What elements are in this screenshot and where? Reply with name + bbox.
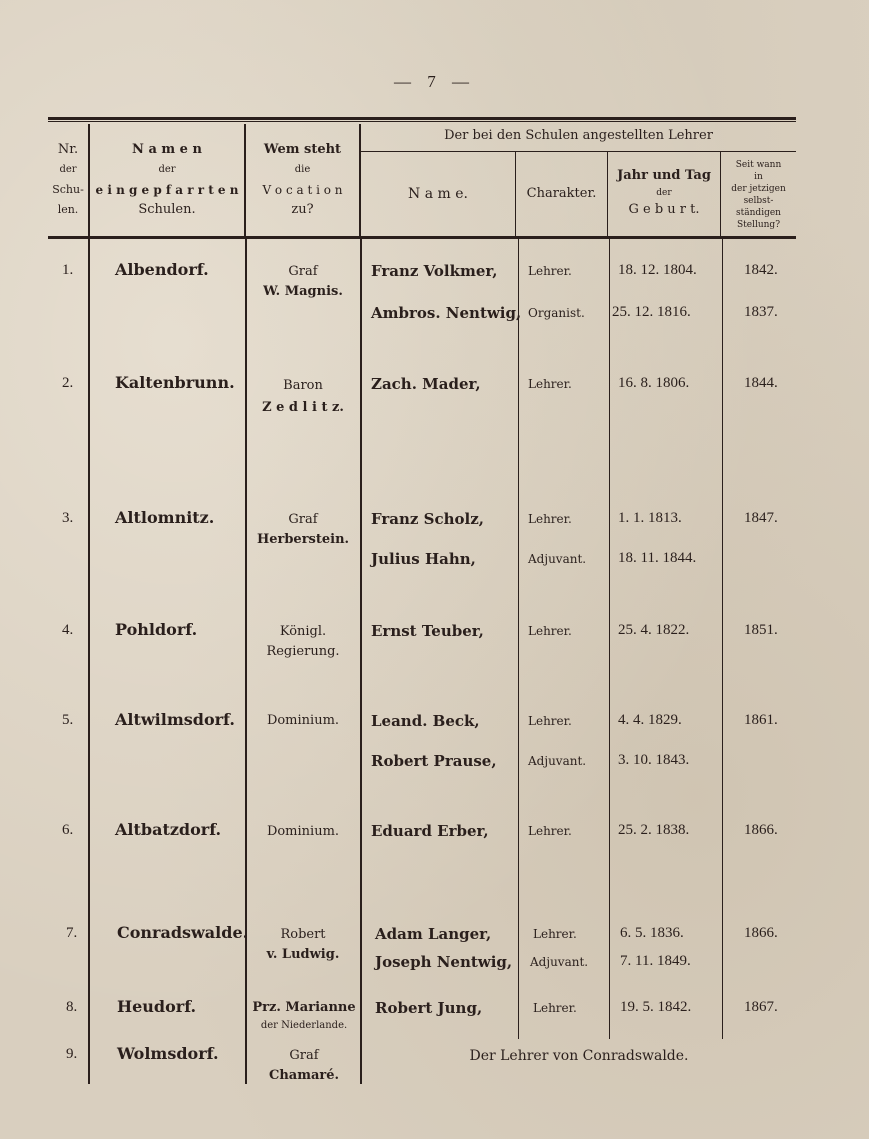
header-schools-line: e i n g e p f a r r t e n xyxy=(95,183,239,197)
row-vocation-line: der Niederlande. xyxy=(260,1020,348,1031)
teacher-birth: 3. 10. 1843. xyxy=(618,752,690,768)
teacher-charakter: Lehrer. xyxy=(528,264,572,278)
header-schools xyxy=(90,140,244,220)
column-divider xyxy=(722,239,723,1039)
teacher-name: Joseph Nentwig, xyxy=(375,953,513,971)
teacher-charakter: Adjuvant. xyxy=(530,955,589,969)
column-divider xyxy=(360,239,362,1084)
teacher-birth: 6. 5. 1836. xyxy=(620,925,684,941)
row-vocation-line: Regierung. xyxy=(266,644,340,659)
row-school: Altlomnitz. xyxy=(115,508,215,527)
teacher-since: 1861. xyxy=(744,712,778,728)
teacher-charakter: Adjuvant. xyxy=(528,754,587,768)
row-vocation-line: Königl. xyxy=(279,624,327,639)
row-vocation-line: Prz. Marianne xyxy=(252,1000,356,1015)
teacher-birth: 25. 2. 1838. xyxy=(618,822,690,838)
header-birth-line: der xyxy=(656,188,672,198)
teacher-name: Zach. Mader, xyxy=(371,375,481,393)
teacher-charakter: Lehrer. xyxy=(533,1001,577,1015)
row-nr: 2. xyxy=(62,375,74,391)
teacher-name: Julius Hahn, xyxy=(371,550,476,568)
row-nr: 6. xyxy=(62,822,74,838)
teacher-birth: 7. 11. 1849. xyxy=(620,953,691,969)
teacher-charakter: Lehrer. xyxy=(528,512,572,526)
header-nr-line: der xyxy=(59,164,77,175)
row-nr: 4. xyxy=(62,622,74,638)
row-vocation xyxy=(246,1046,362,1086)
teacher-name: Adam Langer, xyxy=(375,925,492,943)
row-school: Altbatzdorf. xyxy=(115,820,222,839)
teacher-since: 1847. xyxy=(744,510,778,526)
header-since-line: Stellung? xyxy=(736,220,781,230)
row-vocation-line: Graf xyxy=(288,512,318,527)
header-schools-line: der xyxy=(158,164,176,175)
header-charakter: Charakter. xyxy=(526,186,597,201)
header-nr-line: Nr. xyxy=(57,142,79,157)
teacher-since: 1851. xyxy=(744,622,778,638)
row-school: Wolmsdorf. xyxy=(117,1044,219,1063)
header-vocation-line: zu? xyxy=(291,202,314,217)
teacher-name: Franz Scholz, xyxy=(371,510,484,528)
row-vocation-line: Graf xyxy=(288,264,318,279)
teacher-charakter: Lehrer. xyxy=(533,927,577,941)
column-divider xyxy=(609,239,610,1039)
header-nr xyxy=(48,140,88,220)
teacher-name: Ernst Teuber, xyxy=(371,622,484,640)
teacher-charakter: Lehrer. xyxy=(528,377,572,391)
teacher-name: Robert Jung, xyxy=(375,999,483,1017)
header-name: N a m e. xyxy=(408,186,468,202)
row-nr: 3. xyxy=(62,510,74,526)
teacher-since: 1866. xyxy=(744,822,778,838)
row-nr: 7. xyxy=(66,925,78,941)
row-vocation xyxy=(246,262,360,302)
column-divider xyxy=(88,239,90,1084)
header-since-line: Seit wann xyxy=(735,160,782,170)
row-nr: 8. xyxy=(66,999,78,1015)
teacher-birth: 1. 1. 1813. xyxy=(618,510,682,526)
row-vocation xyxy=(246,925,360,965)
page-number: — 7 — xyxy=(394,72,475,91)
teacher-name: Eduard Erber, xyxy=(371,822,489,840)
teacher-birth: 25. 12. 1816. xyxy=(612,304,691,320)
teacher-birth: 18. 12. 1804. xyxy=(618,262,697,278)
header-vocation xyxy=(246,140,359,220)
teacher-name: Ambros. Nentwig, xyxy=(371,304,522,322)
header-vocation-line: V o c a t i o n xyxy=(262,183,343,197)
row-school: Pohldorf. xyxy=(115,620,198,639)
top-rule xyxy=(48,117,796,120)
teacher-name: Robert Prause, xyxy=(371,752,497,770)
row-nr: 9. xyxy=(66,1046,78,1062)
teacher-since: 1844. xyxy=(744,375,778,391)
header-birth-line: Jahr und Tag xyxy=(617,168,711,183)
teacher-birth: 25. 4. 1822. xyxy=(618,622,690,638)
teacher-birth: 19. 5. 1842. xyxy=(620,999,692,1015)
header-since-line: der jetzigen xyxy=(731,184,786,194)
row-vocation-line: Graf xyxy=(289,1048,319,1063)
teacher-since: 1867. xyxy=(744,999,778,1015)
header-schools-line: Schulen. xyxy=(138,202,196,217)
row-vocation xyxy=(246,999,362,1035)
teacher-charakter: Adjuvant. xyxy=(528,552,587,566)
teacher-charakter: Lehrer. xyxy=(528,824,572,838)
header-since-line: in xyxy=(754,172,763,182)
row-vocation xyxy=(246,375,360,419)
row-vocation xyxy=(246,622,360,662)
row-school: Heudorf. xyxy=(117,997,197,1016)
row-vocation-line: Chamaré. xyxy=(268,1068,340,1083)
header-since-line: ständigen xyxy=(736,208,781,218)
header-vocation-line: die xyxy=(294,164,311,175)
row-school: Albendorf. xyxy=(115,260,209,279)
teacher-name: Leand. Beck, xyxy=(371,712,480,730)
teacher-birth: 18. 11. 1844. xyxy=(618,550,697,566)
header-nr-line: len. xyxy=(57,203,79,216)
row-vocation xyxy=(246,510,360,550)
column-divider xyxy=(518,239,519,1039)
teacher-charakter: Lehrer. xyxy=(528,714,572,728)
header-schools-line: N a m e n xyxy=(132,142,202,157)
teacher-charakter: Organist. xyxy=(528,306,585,320)
header-vocation-line: Wem steht xyxy=(263,142,342,157)
teacher-since: 1837. xyxy=(744,304,778,320)
row-vocation-line: v. Ludwig. xyxy=(266,947,340,962)
row-note: Der Lehrer von Conradswalde. xyxy=(469,1048,689,1064)
teacher-charakter: Lehrer. xyxy=(528,624,572,638)
row-school: Kaltenbrunn. xyxy=(115,373,235,392)
teacher-since: 1842. xyxy=(744,262,778,278)
row-vocation-line: Herberstein. xyxy=(256,532,350,547)
top-rule-thin xyxy=(48,121,796,122)
row-vocation-line: Z e d l i t z. xyxy=(262,400,344,415)
row-vocation-line: Robert xyxy=(280,927,326,942)
header-since xyxy=(721,159,796,231)
row-vocation-line: Baron xyxy=(283,378,323,393)
row-vocation-line: W. Magnis. xyxy=(263,284,343,299)
header-birth xyxy=(608,165,720,221)
teachers-group-divider xyxy=(360,151,796,152)
header-teachers-group: Der bei den Schulen angestellten Lehrer xyxy=(444,128,713,143)
row-vocation: Dominium. xyxy=(266,713,340,728)
row-vocation: Dominium. xyxy=(266,824,340,839)
teacher-since: 1866. xyxy=(744,925,778,941)
header-nr-line: Schu- xyxy=(52,183,84,196)
header-bottom-rule xyxy=(48,236,796,239)
teacher-birth: 16. 8. 1806. xyxy=(618,375,690,391)
row-nr: 5. xyxy=(62,712,74,728)
header-birth-line: G e b u r t. xyxy=(628,202,700,217)
teacher-name: Franz Volkmer, xyxy=(371,262,498,280)
teacher-birth: 4. 4. 1829. xyxy=(618,712,682,728)
header-since-line: selbst- xyxy=(743,196,774,206)
row-school: Conradswalde. xyxy=(117,923,249,942)
row-nr: 1. xyxy=(62,262,74,278)
row-school: Altwilmsdorf. xyxy=(115,710,235,729)
